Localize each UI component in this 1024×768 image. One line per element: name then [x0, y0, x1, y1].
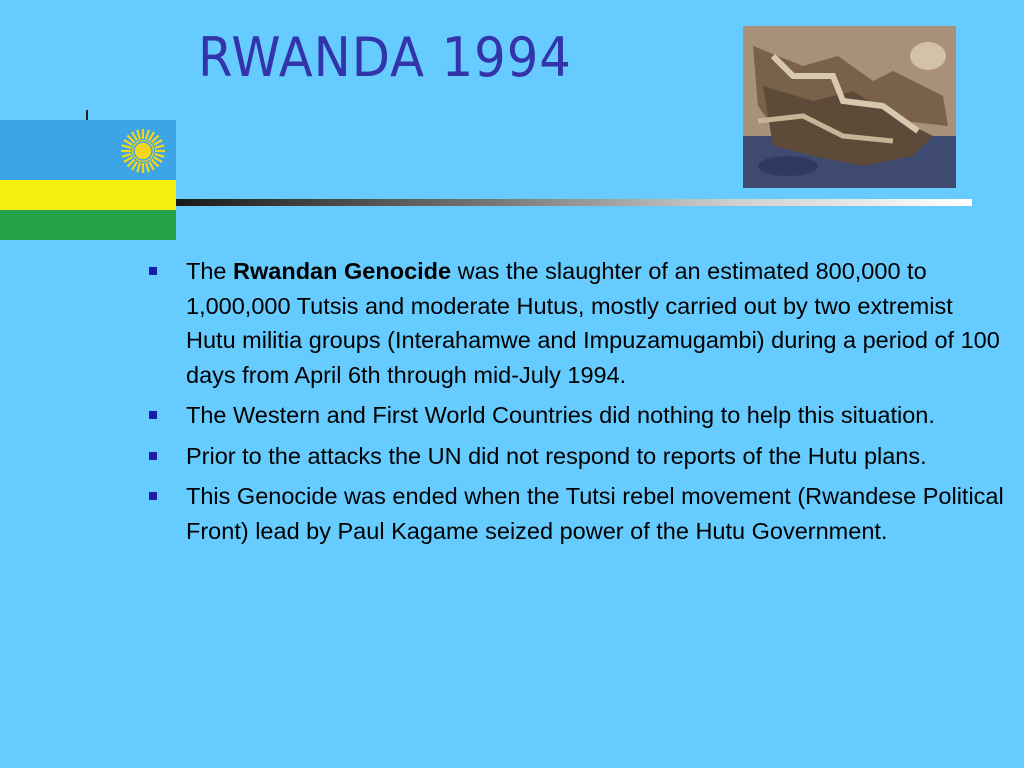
bullet-text-rest: was the slaughter of an estimated 800,000 to 1,000,000 Tutsis and moderate Hutus, mostly carried out by two extremist Hutu militia groups (Interahamwe and Impuzamugambi) during a period of 100 days from April 6th through mid-July 1994.	[186, 258, 1000, 388]
bullet-item	[146, 254, 1006, 392]
bullet-text-bold: Rwandan Genocide	[233, 258, 452, 284]
bullet-text-lead: The	[186, 258, 234, 284]
bullet-marker	[149, 452, 157, 460]
sun-icon	[118, 126, 168, 176]
photo-image	[743, 26, 956, 188]
bullet-item	[146, 439, 1006, 474]
bullet-marker	[149, 267, 157, 275]
flag-yellow-band	[0, 180, 176, 210]
bullet-marker	[149, 492, 157, 500]
bullet-text: Prior to the attacks the UN did not respond to reports of the Hutu plans.	[186, 442, 927, 469]
bullet-text: This Genocide was ended when the Tutsi rebel movement (Rwandese Political Front) lead by Paul Kagame seized power of the Hutu Government.	[186, 483, 1004, 544]
bullet-list	[146, 254, 1006, 554]
slide-title: RWANDA 1994	[198, 26, 572, 89]
flag-green-band	[0, 210, 176, 240]
bullet-item	[146, 479, 1006, 548]
bullet-marker	[149, 411, 157, 419]
rwanda-flag	[0, 120, 176, 240]
title-divider-line	[176, 199, 972, 206]
bullet-item	[146, 398, 1006, 433]
bullet-text: The Western and First World Countries did nothing to help this situation.	[186, 402, 935, 428]
photo	[743, 26, 956, 188]
